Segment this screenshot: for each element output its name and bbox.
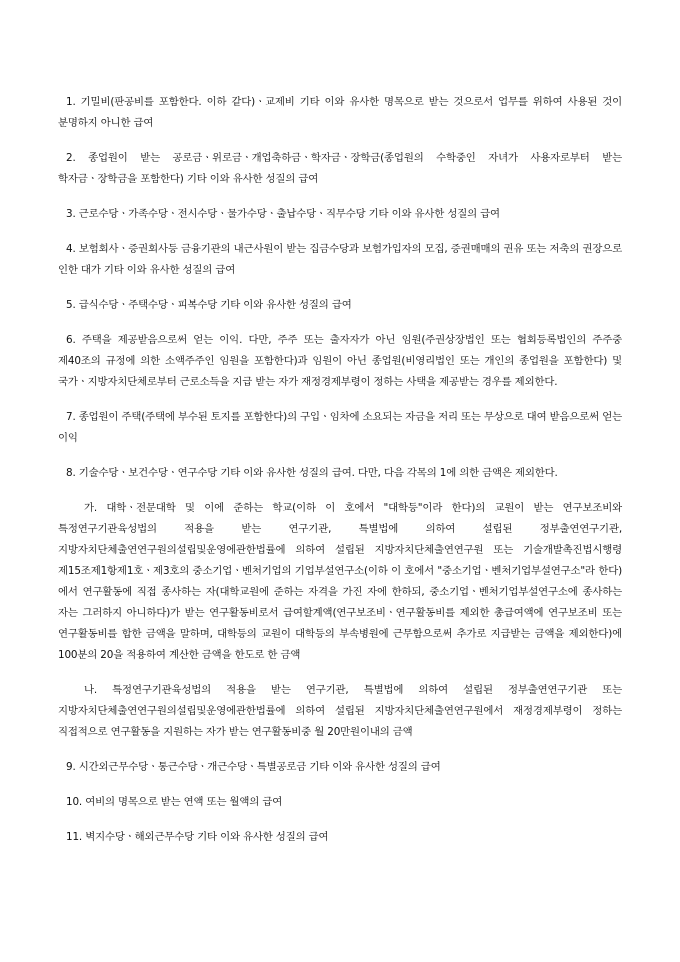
clause-1: 1. 기밀비(판공비를 포함한다. 이하 같다)ㆍ교제비 기타 이와 유사한 명목으로 받는 것으로서 업무를 위하여 사용된 것이 분명하지 아니한 급여 [58, 96, 622, 129]
clause-11: 11. 벽지수당ㆍ해외근무수당 기타 이와 유사한 성질의 급여 [66, 831, 329, 843]
clause-6: 6. 주택을 제공받음으로써 얻는 이익. 다만, 주주 또는 출자자가 아닌 임원(주권상장법인 또는 협회등록법인의 주주중 제40조의 규정에 의한 소액주주인 임원을 포함한다)과 임원이 아닌 종업원(비영리법인 또는 개인의 종업원을 포함한다) 및 국가ㆍ지방자치단체로부터 근로소득을 지급 받는 자가 재정경제부령이 정하는 사택을 제공받는 경우를 제외한다. [58, 334, 622, 388]
clause-9: 9. 시간외근무수당ㆍ통근수당ㆍ개근수당ㆍ특별공로금 기타 이와 유사한 성질의 급여 [66, 761, 441, 773]
clause-3: 3. 근로수당ㆍ가족수당ㆍ전시수당ㆍ물가수당ㆍ출납수당ㆍ직무수당 기타 이와 유사한 성질의 급여 [66, 208, 500, 220]
clause-8-sub-ga: 가. 대학ㆍ전문대학 및 이에 준하는 학교(이하 이 호에서 "대학등"이라 한다)의 교원이 받는 연구보조비와 특정연구기관육성법의 적용을 받는 연구기관, 특별법에 의하여 설립된 정부출연연구기관, 지방자치단체출연연구원의설립및운영에관한법률에 의하여 설립된 지방자치단체출연연구원 또는 기술개발촉진법시행령 제15조제1항제1호ㆍ제3호의 중소기업ㆍ벤처기업의 기업부설연구소(이하 이 호에서 "중소기업ㆍ벤처기업부설연구소"라 한다)에서 연구활동에 직접 종사하는 자(대학교원에 준하는 자격을 가진 자에 한하되, 중소기업ㆍ벤처기업부설연구소에 종사하는 자는 그러하지 아니하다)가 받는 연구활동비로서 급여할계액(연구보조비ㆍ연구활동비를 제외한 총급여액에 연구보조비 또는 연구활동비를 합한 금액을 말하며, 대학등의 교원이 대학등의 부속병원에 근무함으로써 추가로 지급받는 금액을 제외한다)에 100분의 20을 적용하여 계산한 금액을 한도로 한 금액 [58, 502, 622, 661]
clause-8-sub-na: 나. 특정연구기관육성법의 적용을 받는 연구기관, 특별법에 의하여 설립된 정부출연연구기관 또는 지방자치단체출연연구원의설립및운영에관한법률에 의하여 설립된 지방자치단체출연연구원에서 재정경제부령이 정하는 직접적으로 연구활동을 지원하는 자가 받는 연구활동비중 월 20만원이내의 금액 [58, 684, 622, 738]
document-body [58, 92, 622, 848]
clause-8: 8. 기술수당ㆍ보건수당ㆍ연구수당 기타 이와 유사한 성질의 급여. 다만, 다음 각목의 1에 의한 금액은 제외한다. [66, 467, 558, 479]
clause-7: 7. 종업원이 주택(주택에 부수된 토지를 포함한다)의 구입ㆍ임차에 소요되는 자금을 저리 또는 무상으로 대여 받음으로써 얻는 이익 [58, 411, 622, 444]
clause-5: 5. 급식수당ㆍ주택수당ㆍ피복수당 기타 이와 유사한 성질의 급여 [66, 299, 352, 311]
clause-4: 4. 보험회사ㆍ증권회사등 금융기관의 내근사원이 받는 집금수당과 보험가입자의 모집, 증권매매의 권유 또는 저축의 권장으로 인한 대가 기타 이와 유사한 성질의 급여 [58, 243, 622, 276]
clause-10: 10. 여비의 명목으로 받는 연액 또는 월액의 급여 [66, 796, 283, 808]
clause-2: 2. 종업원이 받는 공로금ㆍ위로금ㆍ개업축하금ㆍ학자금ㆍ장학금(종업원의 수학중인 자녀가 사용자로부터 받는 학자금ㆍ장학금을 포함한다) 기타 이와 유사한 성질의 급여 [58, 152, 622, 185]
